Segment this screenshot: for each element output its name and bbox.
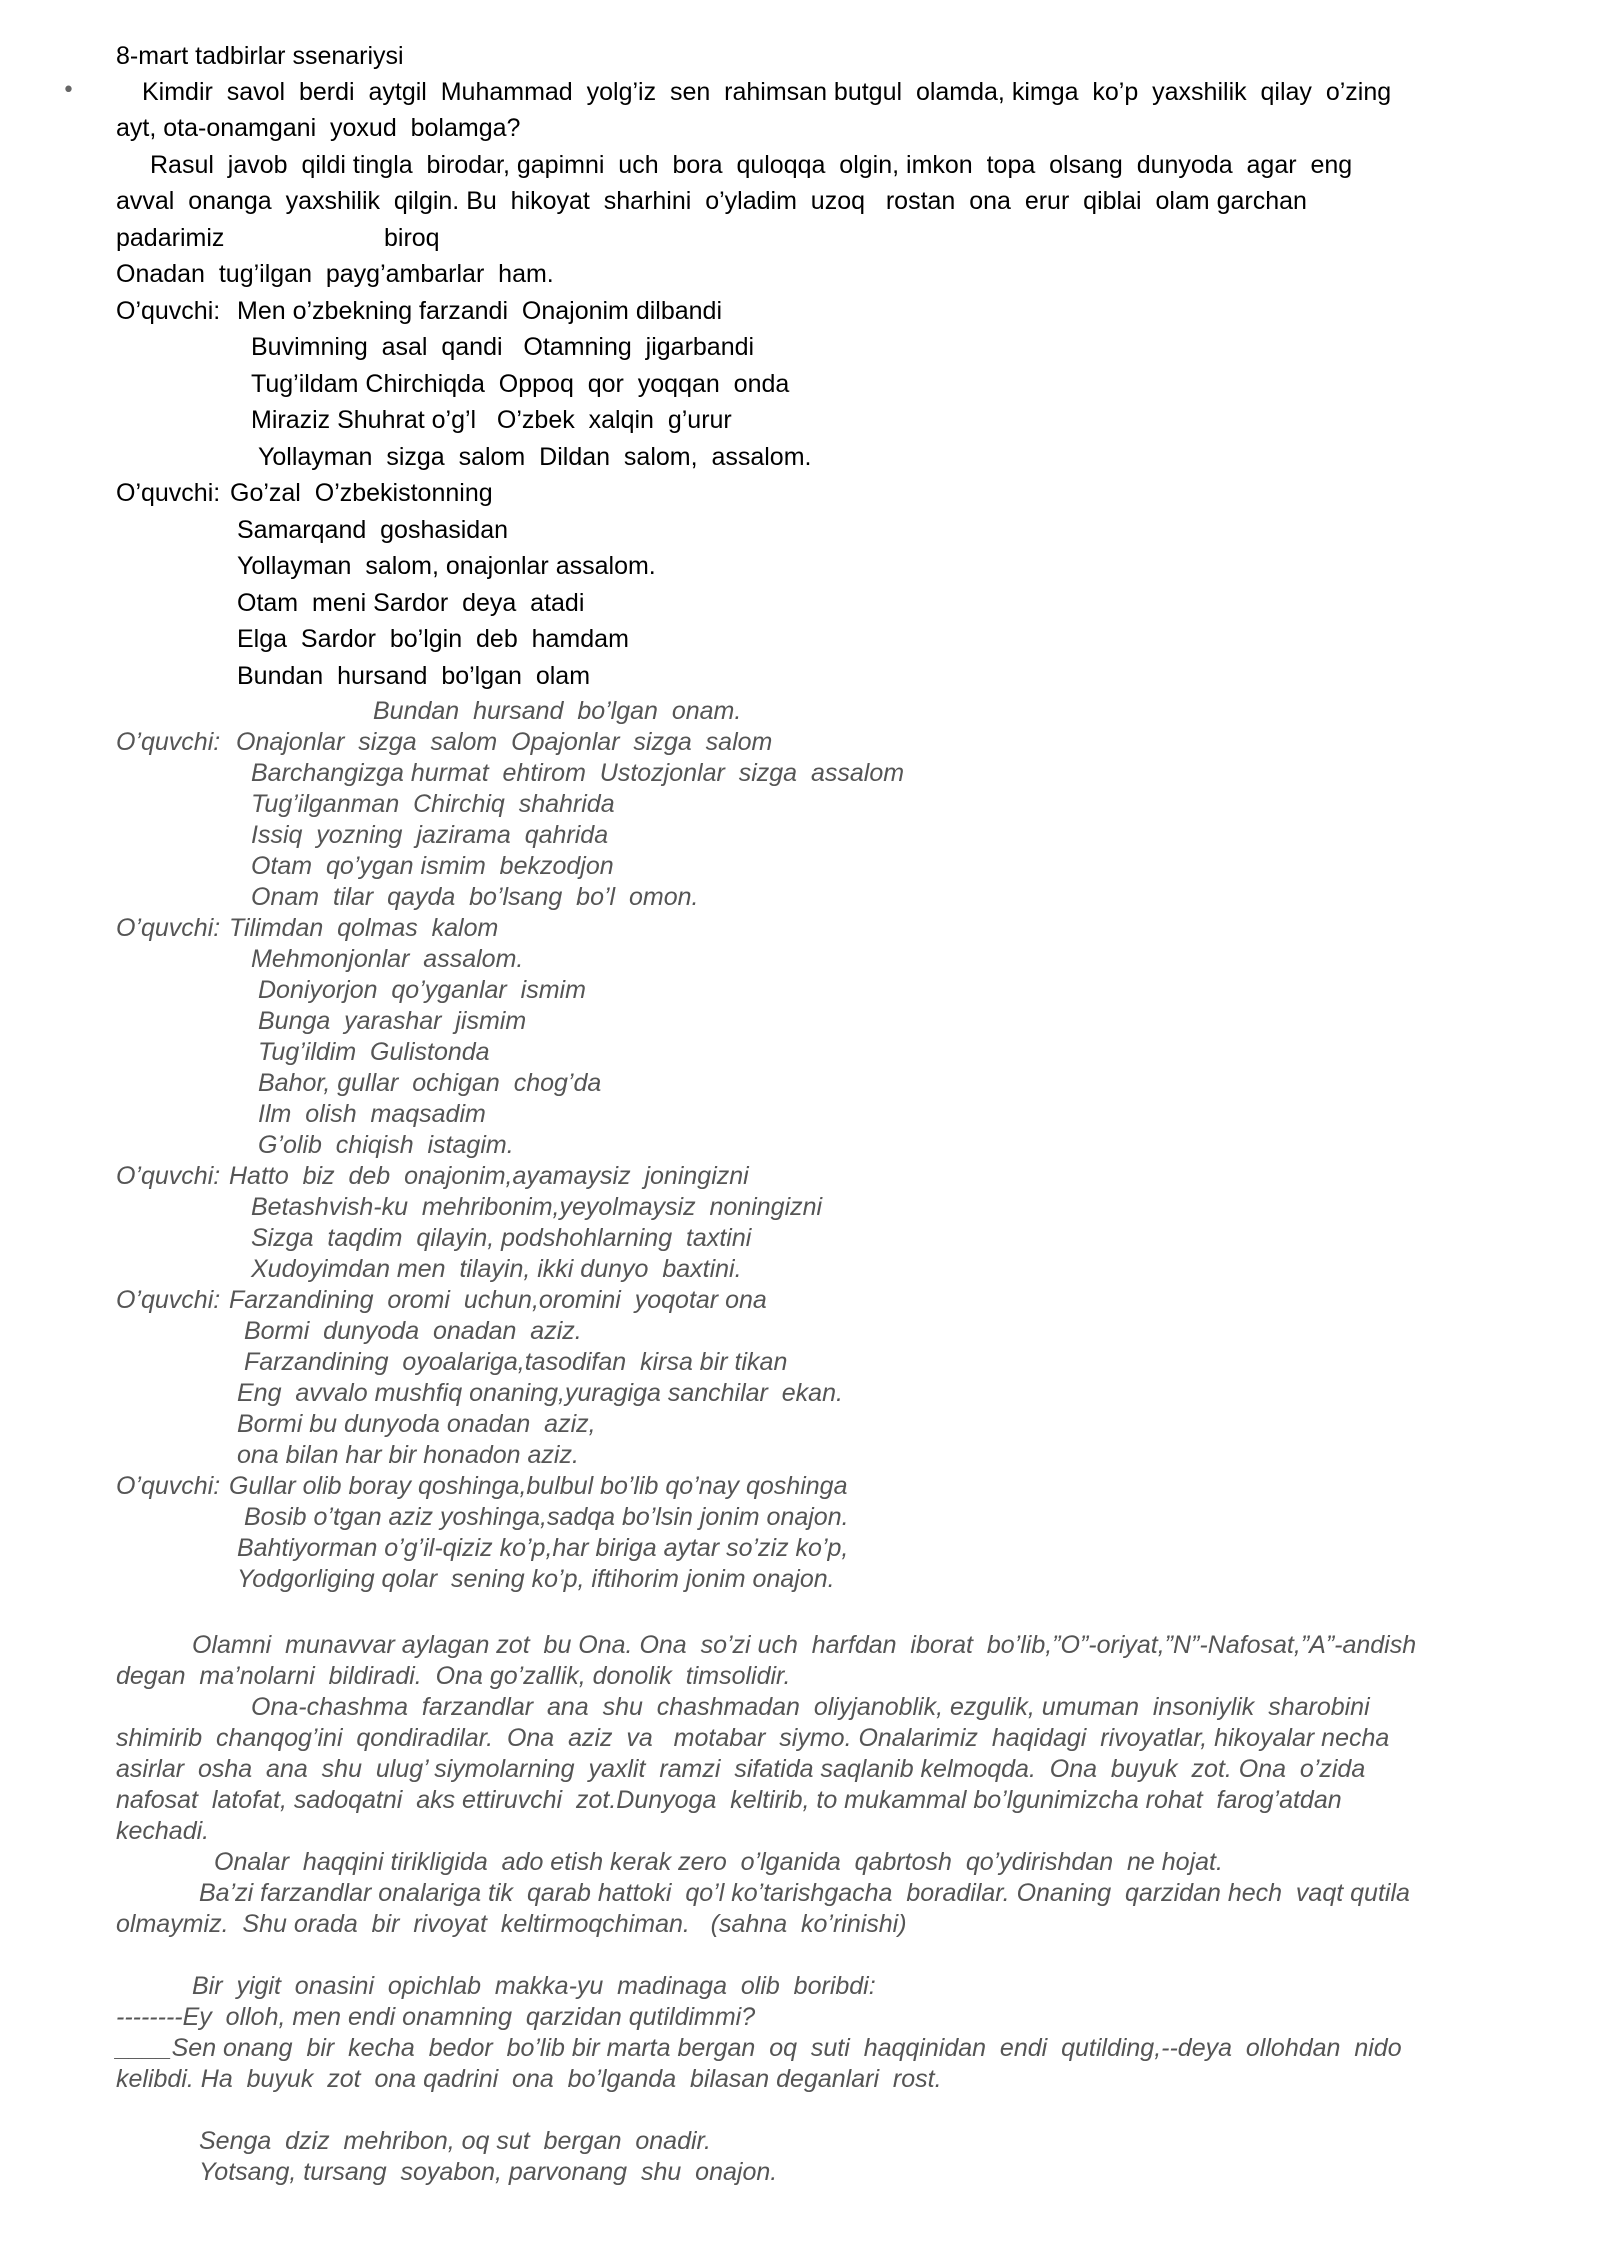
prose-line: asirlar osha ana shu ulug’ siymolarning yaxlit ramzi sifatida saqlanib kelmoqda. Ona buyuk zot. Ona o’zida [116, 1755, 1366, 1783]
prose-line: Yotsang, tursang soyabon, parvonang shu onajon. [199, 2158, 778, 2186]
poem-line: Tilimdan qolmas kalom [229, 914, 499, 942]
poem-line: Bormi bu dunyoda onadan aziz, [237, 1410, 596, 1438]
speaker-label: O’quvchi: [116, 479, 221, 507]
poem-line: G’olib chiqish istagim. [258, 1131, 514, 1159]
prose-line: ____Sen onang bir kecha bedor bo’lib bir marta bergan oq suti haqqinidan endi qutilding,--deya ollohdan nido [116, 2034, 1402, 2062]
poem-line: Bundan hursand bo’lgan onam. [373, 697, 742, 725]
bullet-icon: • [62, 78, 75, 103]
intro-line: biroq [384, 224, 440, 252]
poem-line: Bormi dunyoda onadan aziz. [244, 1317, 582, 1345]
prose-line: olmaymiz. Shu orada bir rivoyat keltirmoqchiman. (sahna ko’rinishi) [116, 1910, 907, 1938]
prose-line: Ba’zi farzandlar onalariga tik qarab hattoki qo’l ko’tarishgacha boradilar. Onaning qarzidan hech vaqt qutila [199, 1879, 1410, 1907]
prose-line: degan ma’nolarni bildiradi. Ona go’zallik, donolik timsolidir. [116, 1662, 791, 1690]
prose-line: shimirib chanqog’ini qondiradilar. Ona aziz va motabar siymo. Onalarimiz haqidagi rivoyatlar, hikoyalar necha [116, 1724, 1390, 1752]
speaker-label: O’quvchi: [116, 1472, 221, 1500]
document-title: 8-mart tadbirlar ssenariysi [116, 42, 404, 70]
poem-line: Issiq yozning jazirama qahrida [251, 821, 609, 849]
poem-line: Doniyorjon qo’yganlar ismim [258, 976, 586, 1004]
poem-line: Miraziz Shuhrat o’g’l O’zbek xalqin g’urur [251, 406, 732, 434]
prose-line: Senga dziz mehribon, oq sut bergan onadir. [199, 2127, 711, 2155]
prose-line: Bir yigit onasini opichlab makka-yu madinaga olib boribdi: [192, 1972, 876, 2000]
poem-line: Bundan hursand bo’lgan olam [237, 662, 591, 690]
prose-line: Olamni munavvar aylagan zot bu Ona. Ona so’zi uch harfdan iborat bo’lib,”O”-oriyat,”N”-Nafosat,”A”-andish [192, 1631, 1417, 1659]
prose-line: Ona-chashma farzandlar ana shu chashmadan oliyjanoblik, ezgulik, umuman insoniylik sharobini [251, 1693, 1370, 1721]
poem-line: Go’zal O’zbekistonning [230, 479, 493, 507]
poem-line: Buvimning asal qandi Otamning jigarbandi [251, 333, 755, 361]
poem-line: Samarqand goshasidan [237, 516, 509, 544]
speaker-label: O’quvchi: [116, 1286, 221, 1314]
poem-line: Mehmonjonlar assalom. [251, 945, 524, 973]
poem-line: Tug’ilganman Chirchiq shahrida [251, 790, 615, 818]
poem-line: Bunga yarashar jismim [258, 1007, 527, 1035]
prose-line: nafosat latofat, sadoqatni aks ettiruvchi zot.Dunyoga keltirib, to mukammal bo’lgunimizcha rohat farog’atdan [116, 1786, 1342, 1814]
prose-line: --------Ey olloh, men endi onamning qarzidan qutildimmi? [116, 2003, 756, 2031]
prose-line: kelibdi. Ha buyuk zot ona qadrini ona bo’lganda bilasan deganlari rost. [116, 2065, 942, 2093]
poem-line: Otam meni Sardor deya atadi [237, 589, 585, 617]
poem-line: Yollayman salom, onajonlar assalom. [237, 552, 656, 580]
poem-line: Bahor, gullar ochigan chog’da [258, 1069, 602, 1097]
prose-line: kechadi. [116, 1817, 210, 1845]
poem-line: Men o’zbekning farzandi Onajonim dilbandi [237, 297, 723, 325]
poem-line: Yollayman sizga salom Dildan salom, assalom. [258, 443, 812, 471]
speaker-label: O’quvchi: [116, 914, 221, 942]
speaker-label: O’quvchi: [116, 1162, 221, 1190]
poem-line: Tug’ildim Gulistonda [258, 1038, 490, 1066]
poem-line: Gullar olib boray qoshinga,bulbul bo’lib qo’nay qoshinga [229, 1472, 848, 1500]
speaker-label: O’quvchi: [116, 728, 221, 756]
poem-line: Barchangizga hurmat ehtirom Ustozjonlar sizga assalom [251, 759, 905, 787]
intro-line: ayt, ota-onamgani yoxud bolamga? [116, 114, 521, 142]
speaker-label: O’quvchi: [116, 297, 221, 325]
poem-line: Farzandining oromi uchun,oromini yoqotar ona [229, 1286, 767, 1314]
intro-line: Rasul javob qildi tingla birodar, gapimni uch bora quloqqa olgin, imkon topa olsang dunyoda agar eng [150, 151, 1353, 179]
poem-line: Onam tilar qayda bo’lsang bo’l omon. [251, 883, 699, 911]
intro-line: Kimdir savol berdi aytgil Muhammad yolg’iz sen rahimsan butgul olamda, kimga ko’p yaxshilik qilay o’zing [142, 78, 1392, 106]
poem-line: Ilm olish maqsadim [258, 1100, 486, 1128]
poem-line: Betashvish-ku mehribonim,yeyolmaysiz noningizni [251, 1193, 823, 1221]
poem-line: Otam qo’ygan ismim bekzodjon [251, 852, 614, 880]
poem-line: Bahtiyorman o’g’il-qiziz ko’p,har biriga aytar so’ziz ko’p, [237, 1534, 849, 1562]
prose-line: Onalar haqqini tirikligida ado etish kerak zero o’lganida qabrtosh qo’ydirishdan ne hojat. [214, 1848, 1223, 1876]
poem-line: Eng avvalo mushfiq onaning,yuragiga sanchilar ekan. [237, 1379, 843, 1407]
poem-line: Elga Sardor bo’lgin deb hamdam [237, 625, 629, 653]
poem-line: Hatto biz deb onajonim,ayamaysiz joningizni [229, 1162, 749, 1190]
intro-line: padarimiz [116, 224, 225, 252]
poem-line: Tug’ildam Chirchiqda Oppoq qor yoqqan onda [251, 370, 790, 398]
poem-line: Farzandining oyoalariga,tasodifan kirsa bir tikan [244, 1348, 788, 1376]
poem-line: Sizga taqdim qilayin, podshohlarning taxtini [251, 1224, 752, 1252]
intro-line: avval onanga yaxshilik qilgin. Bu hikoyat sharhini o’yladim uzoq rostan ona erur qiblai olam garchan [116, 187, 1307, 215]
poem-line: ona bilan har bir honadon aziz. [237, 1441, 579, 1469]
poem-line: Xudoyimdan men tilayin, ikki dunyo baxtini. [251, 1255, 742, 1283]
poem-line: Bosib o’tgan aziz yoshinga,sadqa bo’lsin jonim onajon. [244, 1503, 849, 1531]
intro-line: Onadan tug’ilgan payg’ambarlar ham. [116, 260, 554, 288]
poem-line: Yodgorliging qolar sening ko’p, iftihorim jonim onajon. [237, 1565, 835, 1593]
poem-line: Onajonlar sizga salom Opajonlar sizga salom [236, 728, 773, 756]
